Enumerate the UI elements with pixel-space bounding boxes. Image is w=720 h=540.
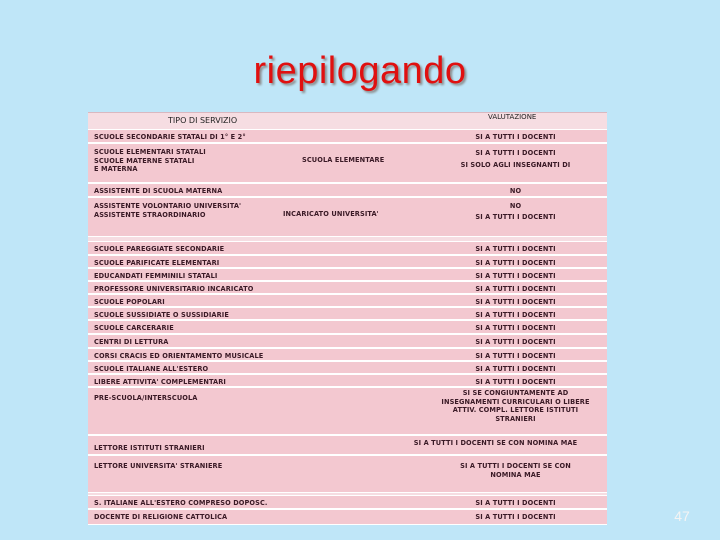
service-type: SCUOLE CARCERARIE <box>94 324 174 332</box>
evaluation: SI A TUTTI I DOCENTI <box>475 499 556 507</box>
table-row <box>88 307 607 320</box>
summary-table <box>88 112 607 525</box>
table-row <box>88 255 607 268</box>
evaluation: SI A TUTTI I DOCENTI <box>475 133 556 141</box>
table-row <box>88 183 607 197</box>
service-type: SCUOLE SUSSIDIATE O SUSSIDIARIE <box>94 311 229 319</box>
table-row <box>88 509 607 525</box>
service-type: SCUOLE ITALIANE ALL'ESTERO <box>94 365 209 373</box>
service-type: DOCENTE DI RELIGIONE CATTOLICA <box>94 513 228 521</box>
table-row <box>88 241 607 255</box>
evaluation: SI A TUTTI I DOCENTI <box>475 285 556 293</box>
evaluation: SI A TUTTI I DOCENTI <box>475 338 556 346</box>
service-type: SCUOLE PARIFICATE ELEMENTARI <box>94 259 220 267</box>
service-type: CENTRI DI LETTURA <box>94 338 169 346</box>
evaluation: NO SI A TUTTI I DOCENTI <box>475 202 556 221</box>
evaluation: SI A TUTTI I DOCENTI SE CON NOMINA MAE <box>413 439 578 447</box>
service-type: PROFESSORE UNIVERSITARIO INCARICATO <box>94 285 254 293</box>
table-row <box>88 281 607 294</box>
evaluation: SI A TUTTI I DOCENTI <box>475 245 556 253</box>
service-type: LETTORE UNIVERSITA' STRANIERE <box>94 462 223 470</box>
evaluation: SI A TUTTI I DOCENTI <box>475 513 556 521</box>
table-row <box>88 374 607 387</box>
service-type: ASSISTENTE DI SCUOLA MATERNA <box>94 187 223 195</box>
evaluation: SI A TUTTI I DOCENTI <box>475 298 556 306</box>
evaluation: SI A TUTTI I DOCENTI SE CON NOMINA MAE <box>460 462 571 479</box>
service-type: LETTORE ISTITUTI STRANIERI <box>94 444 205 452</box>
evaluation: SI A TUTTI I DOCENTI <box>475 352 556 360</box>
evaluation: SI A TUTTI I DOCENTI <box>475 272 556 280</box>
evaluation: NO <box>509 187 522 195</box>
table-row <box>88 361 607 374</box>
evaluation: SI A TUTTI I DOCENTI <box>475 259 556 267</box>
table-row <box>88 334 607 348</box>
evaluation: SI A TUTTI I DOCENTI <box>475 365 556 373</box>
table-row <box>88 435 607 455</box>
service-type: LIBERE ATTIVITA' COMPLEMENTARI <box>94 378 226 386</box>
table-row <box>88 143 607 183</box>
service-type: CORSI CRACIS ED ORIENTAMENTO MUSICALE <box>94 352 264 360</box>
service-type: SCUOLE POPOLARI <box>94 298 165 306</box>
service-type: SCUOLE SECONDARIE STATALI DI 1° E 2° <box>94 133 246 141</box>
table-row <box>88 197 607 237</box>
evaluation: SI A TUTTI I DOCENTI <box>475 378 556 386</box>
table-row <box>88 387 607 435</box>
page-number: 47 <box>674 508 690 524</box>
evaluation: SI A TUTTI I DOCENTI <box>475 311 556 319</box>
service-subtype: SCUOLA ELEMENTARE <box>302 156 385 164</box>
table-row <box>88 320 607 334</box>
table-row <box>88 268 607 281</box>
table-row <box>88 294 607 307</box>
service-type: SCUOLE PAREGGIATE SECONDARIE <box>94 245 225 253</box>
service-type: S. ITALIANE ALL'ESTERO COMPRESO DOPOSC. <box>94 499 268 507</box>
table-row <box>88 455 607 493</box>
service-subtype: INCARICATO UNIVERSITA' <box>283 210 379 218</box>
header-tipo-di-servizio: TIPO DI SERVIZIO <box>168 116 238 125</box>
evaluation: SI A TUTTI I DOCENTI <box>475 324 556 332</box>
service-type: ASSISTENTE VOLONTARIO UNIVERSITA' ASSISTENTE STRAORDINARIO <box>94 202 242 219</box>
header-valutazione: VALUTAZIONE <box>488 113 537 121</box>
service-type: PRE-SCUOLA/INTERSCUOLA <box>94 394 198 402</box>
table-row <box>88 348 607 361</box>
table-row <box>88 129 607 143</box>
slide-title: riepilogando <box>253 50 467 92</box>
service-type: SCUOLE ELEMENTARI STATALI SCUOLE MATERNE STATALI E MATERNA <box>94 148 206 173</box>
service-type: EDUCANDATI FEMMINILI STATALI <box>94 272 218 280</box>
evaluation: SI SE CONGIUNTAMENTE AD INSEGNAMENTI CURRICULARI O LIBERE ATTIV. COMPL. LETTORE ISTITUTI STRANIERI <box>441 389 590 423</box>
table-row <box>88 495 607 509</box>
evaluation: SI A TUTTI I DOCENTI SI SOLO AGLI INSEGNANTI DI <box>460 149 571 169</box>
